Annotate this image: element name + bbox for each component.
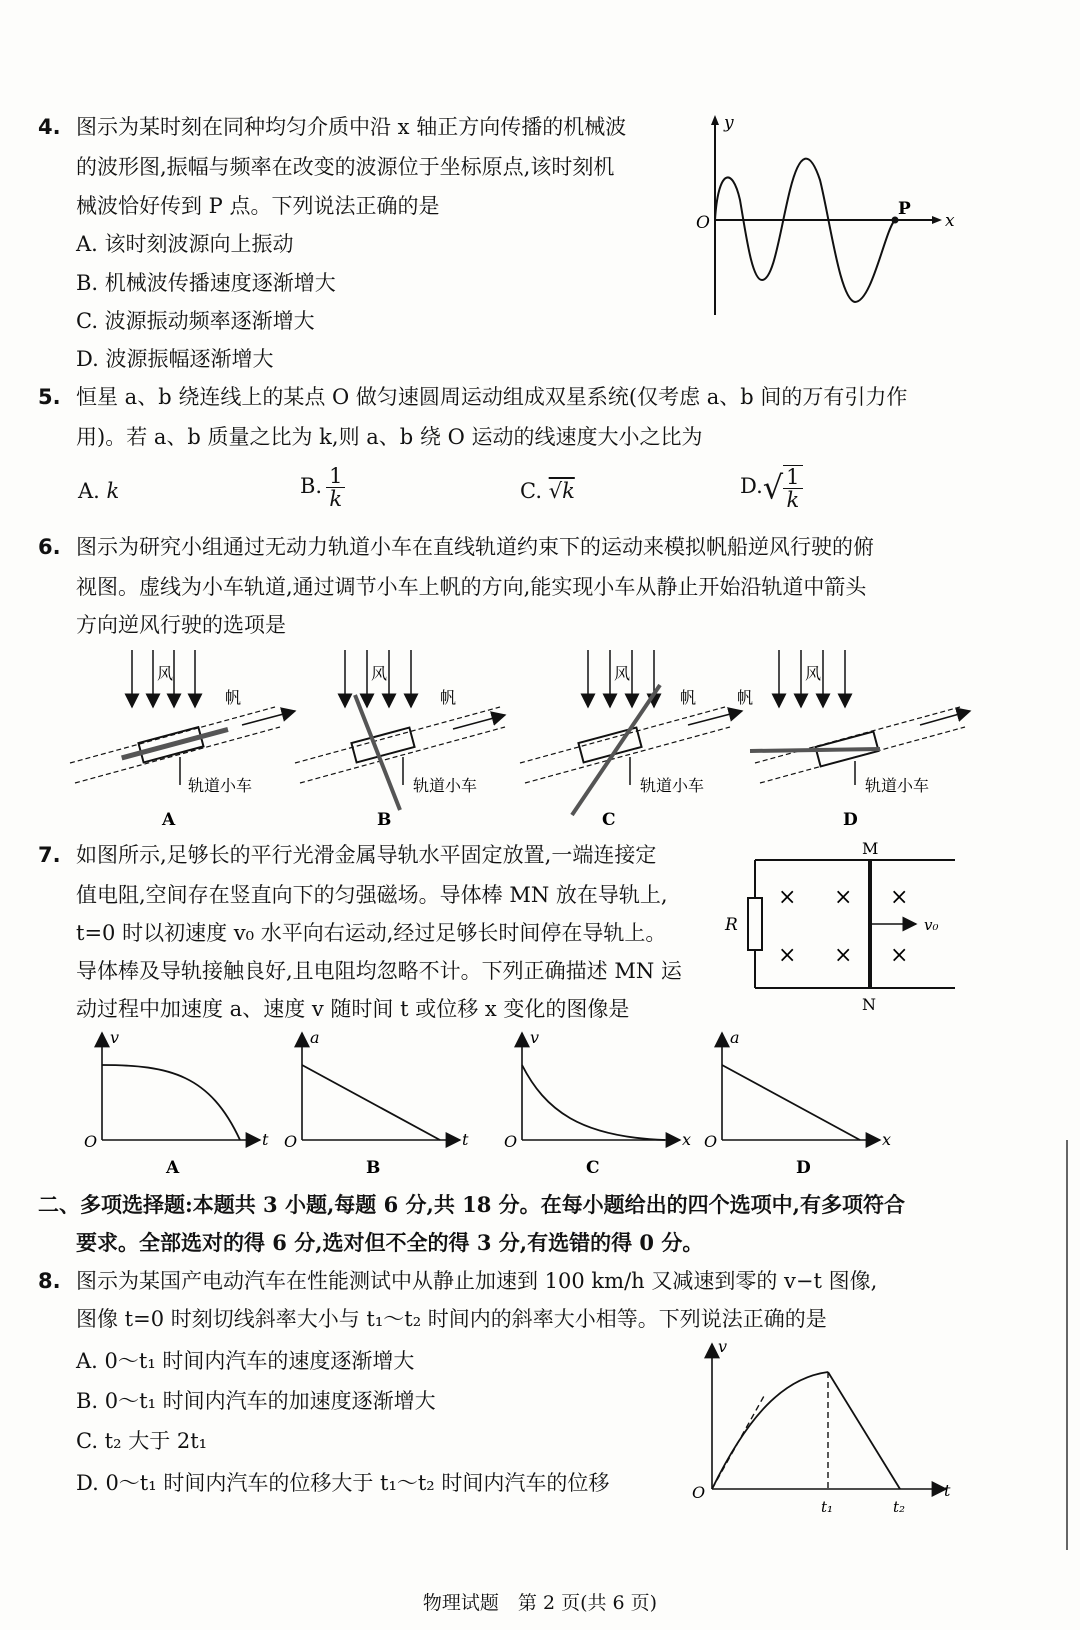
q6-a-sail-label: 帆 [225,688,242,707]
q8-stem-line-2: 图像 t=0 时刻切线斜率大小与 t₁～t₂ 时间内的斜率大小相等。下列说法正确的是 [76,1307,827,1331]
page-footer: 物理试题 第 2 页(共 6 页) [422,1592,658,1614]
q8-t2-label: t₂ [893,1498,906,1516]
q4-stem-line-3: 械波恰好传到 P 点。下列说法正确的是 [76,194,440,218]
q6-c-wind-label: 风 [614,664,631,683]
q5-option-a: A. k [78,479,120,503]
q7-v0-label: v₀ [924,916,939,934]
q6-figure-a [70,650,295,830]
q8-option-d: D. 0～t₁ 时间内汽车的位移大于 t₁～t₂ 时间内汽车的位移 [76,1471,610,1495]
q5-number: 5. [38,385,61,409]
q4-point-p [892,217,899,224]
q6-a-wind-label: 风 [157,664,174,683]
q8-vt-figure [688,1336,968,1526]
q6-a-cart-label: 轨道小车 [188,776,253,795]
section2-heading-line-2: 要求。全部选对的得 6 分,选对但不全的得 3 分,有选错的得 0 分。 [76,1230,704,1255]
q7-stem-line-5: 动过程中加速度 a、速度 v 随时间 t 或位移 x 变化的图像是 [76,997,630,1021]
q7-field-mark: × [834,943,853,968]
q8-option-b: B. 0～t₁ 时间内汽车的加速度逐渐增大 [76,1389,436,1413]
q4-x-label: x [945,211,955,231]
svg-text:C: C [586,1158,600,1178]
q4-wave-figure [690,110,970,325]
q7-graphs [80,1025,900,1185]
q6-figure-b [295,650,505,830]
q7-graph-d [704,1028,891,1178]
q5-stem-line-1: 恒星 a、b 绕连线上的某点 O 做匀速圆周运动组成双星系统(仅考虑 a、b 间的万有引力作 [76,385,908,409]
q6-b-cart-label: 轨道小车 [413,776,478,795]
svg-text:O: O [284,1132,298,1151]
q6-stem-line-2: 视图。虚线为小车轨道,通过调节小车上帆的方向,能实现小车从静止开始沿轨道中箭头 [76,575,867,599]
q7-r-label: R [725,915,738,935]
q7-resistor [748,898,762,950]
q7-circuit-figure [720,838,970,1018]
q6-d-cart-label: 轨道小车 [865,776,930,795]
svg-text:v: v [110,1028,120,1047]
svg-text:a: a [310,1028,320,1047]
q4-option-a: A. 该时刻波源向上振动 [76,232,294,256]
q8-number: 8. [38,1269,61,1293]
q7-stem-line-4: 导体棒及导轨接触良好,且电阻均忽略不计。下列正确描述 MN 运 [76,959,682,983]
q7-graph-b [284,1028,469,1178]
svg-text:D: D [796,1158,811,1178]
q5-option-c: C. √k [520,479,575,503]
section2-heading-line-1: 二、多项选择题:本题共 3 小题,每题 6 分,共 18 分。在每小题给出的四个选项中,有多项符合 [38,1192,905,1217]
svg-text:O: O [84,1132,98,1151]
svg-text:a: a [730,1028,740,1047]
svg-text:A: A [166,1158,180,1178]
q6-figure-d [737,650,970,830]
q6-a-label: A [162,810,176,830]
q7-field-mark: × [890,885,909,910]
svg-text:O: O [704,1132,718,1151]
q8-stem-line-1: 图示为某国产电动汽车在性能测试中从静止加速到 100 km/h 又减速到零的 v−t 图像, [76,1269,878,1293]
q8-option-c: C. t₂ 大于 2t₁ [76,1429,208,1453]
q6-b-sail-label: 帆 [440,688,457,707]
q6-figure-c [520,650,742,830]
q8-x-label: t [944,1481,951,1500]
q4-option-d: D. 波源振幅逐渐增大 [76,347,274,371]
q6-b-wind-label: 风 [371,664,388,683]
q6-figures [60,645,980,835]
q7-field-mark: × [778,885,797,910]
q6-d-wind-label: 风 [805,664,822,683]
q7-graph-a [84,1028,269,1178]
svg-text:x: x [882,1130,892,1149]
q4-number: 4. [38,115,61,139]
q6-c-label: C [602,810,616,830]
svg-text:B: B [366,1158,381,1178]
q6-stem-line-3: 方向逆风行驶的选项是 [76,613,286,637]
q6-stem-line-1: 图示为研究小组通过无动力轨道小车在直线轨道约束下的运动来模拟帆船逆风行驶的俯 [76,535,874,559]
svg-text:t: t [262,1130,269,1149]
q7-m-label: M [862,839,879,858]
svg-text:v: v [530,1028,540,1047]
q7-field-mark: × [890,943,909,968]
q4-point-p-label: P [898,199,911,219]
q5-option-d: D.√ $\frac{1}{k}$ [740,458,803,516]
q8-option-a: A. 0～t₁ 时间内汽车的速度逐渐增大 [76,1349,415,1373]
q7-field-mark: × [834,885,853,910]
q8-y-label: v [718,1337,728,1356]
q6-c-cart-label: 轨道小车 [640,776,705,795]
q7-stem-line-3: t=0 时以初速度 v₀ 水平向右运动,经过足够长时间停在导轨上。 [76,921,667,945]
q7-number: 7. [38,843,61,867]
q7-graph-c [504,1028,691,1178]
q4-stem-line-1: 图示为某时刻在同种均匀介质中沿 x 轴正方向传播的机械波 [76,115,627,139]
q5-stem-line-2: 用)。若 a、b 质量之比为 k,则 a、b 绕 O 运动的线速度大小之比为 [76,425,703,449]
q7-stem-line-2: 值电阻,空间存在竖直向下的匀强磁场。导体棒 MN 放在导轨上, [76,883,668,907]
svg-text:x: x [682,1130,692,1149]
q7-stem-line-1: 如图所示,足够长的平行光滑金属导轨水平固定放置,一端连接定 [76,843,657,867]
q7-n-label: N [862,995,876,1014]
q6-c-sail-label: 帆 [680,688,697,707]
q4-stem-line-2: 的波形图,振幅与频率在改变的波源位于坐标原点,该时刻机 [76,155,615,179]
page-edge-rule [1066,1140,1068,1550]
q6-d-sail-label: 帆 [737,688,754,707]
q6-number: 6. [38,535,61,559]
q8-origin-label: O [692,1483,706,1502]
q4-origin-label: O [696,213,710,233]
q5-option-b: B. $\frac{1}{k}$ [300,458,345,514]
svg-text:O: O [504,1132,518,1151]
q4-option-b: B. 机械波传播速度逐渐增大 [76,271,336,295]
q4-y-label: y [724,113,734,133]
q6-b-label: B [377,810,392,830]
q6-d-label: D [843,810,858,830]
svg-text:t: t [462,1130,469,1149]
q4-option-c: C. 波源振动频率逐渐增大 [76,309,315,333]
q7-field-mark: × [778,943,797,968]
q4-waveform [715,159,895,302]
q8-t1-label: t₁ [821,1498,834,1516]
